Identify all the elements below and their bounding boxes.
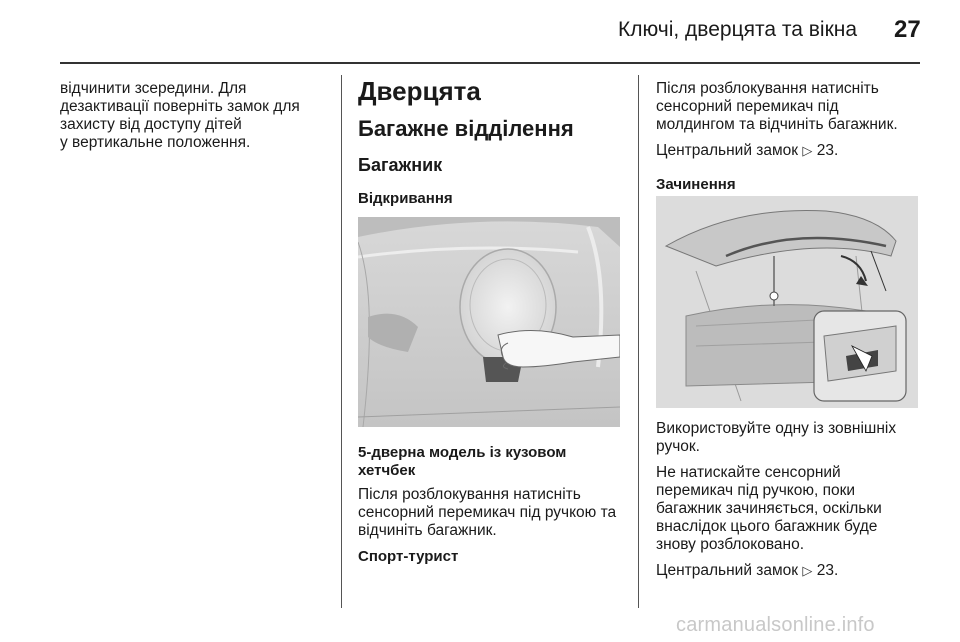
column-divider-left xyxy=(341,75,342,608)
text-line: відчинити зсередини. Для xyxy=(60,80,247,97)
text-line: знову розблоковано. xyxy=(656,536,804,553)
watermark: carmanualsonline.info xyxy=(676,614,875,636)
text-line: відчиніть багажник. xyxy=(358,522,497,539)
section-heading-closing: Зачинення xyxy=(656,176,736,193)
cross-reference[interactable] xyxy=(656,142,926,160)
text-line: перемикач під ручкою, поки xyxy=(656,482,856,499)
text-line: сенсорний перемикач під xyxy=(656,98,839,115)
text-line: у вертикальне положення. xyxy=(60,134,251,151)
right-column-lower xyxy=(656,420,931,580)
figure-caption: хетчбек xyxy=(358,462,416,479)
page-number: 27 xyxy=(894,16,921,43)
right-column xyxy=(656,80,926,194)
text-line: ручок. xyxy=(656,438,700,455)
section-heading-doors: Дверцята xyxy=(358,76,481,106)
column-divider-right xyxy=(638,75,639,608)
section-heading-opening: Відкривання xyxy=(358,190,453,207)
cross-reference[interactable] xyxy=(656,562,931,580)
figure-tailgate-opening xyxy=(358,217,620,427)
tailgate-closing-illustration xyxy=(656,196,918,408)
subheading-sports-tourer: Спорт-турист xyxy=(358,548,459,565)
figure-tailgate-closing xyxy=(656,196,918,408)
text-line: Після розблокування натисніть xyxy=(656,80,879,97)
text-line: Використовуйте одну із зовнішніх xyxy=(656,420,897,437)
text-line: Після розблокування натисніть xyxy=(358,486,581,503)
header-title: Ключі, дверцята та вікна xyxy=(618,18,858,41)
header-rule xyxy=(60,62,920,64)
text-line: Не натискайте сенсорний xyxy=(656,464,841,481)
figure-caption: 5-дверна модель із кузовом xyxy=(358,444,567,461)
cross-reference-text: Центральний замок xyxy=(656,562,799,579)
text-line: молдингом та відчиніть багажник. xyxy=(656,116,898,133)
text-line: внаслідок цього багажник буде xyxy=(656,518,878,535)
tailgate-handle-illustration xyxy=(358,217,620,427)
middle-column xyxy=(358,76,628,208)
page-reference-arrow-icon: ▷ xyxy=(802,143,813,158)
page-reference-arrow-icon: ▷ xyxy=(802,563,813,578)
text-line: сенсорний перемикач під ручкою та xyxy=(358,504,617,521)
text-line: багажник зачиняється, оскільки xyxy=(656,500,882,517)
cross-reference-page: 23. xyxy=(816,562,839,579)
text-line: захисту від доступу дітей xyxy=(60,116,242,133)
left-column xyxy=(60,80,330,152)
middle-column-lower xyxy=(358,444,633,566)
section-heading-tailgate: Багажник xyxy=(358,155,443,175)
text-line: дезактивації поверніть замок для xyxy=(60,98,300,115)
cross-reference-page: 23. xyxy=(816,142,839,159)
section-heading-luggage: Багажне відділення xyxy=(358,116,574,141)
cross-reference-text: Центральний замок xyxy=(656,142,799,159)
